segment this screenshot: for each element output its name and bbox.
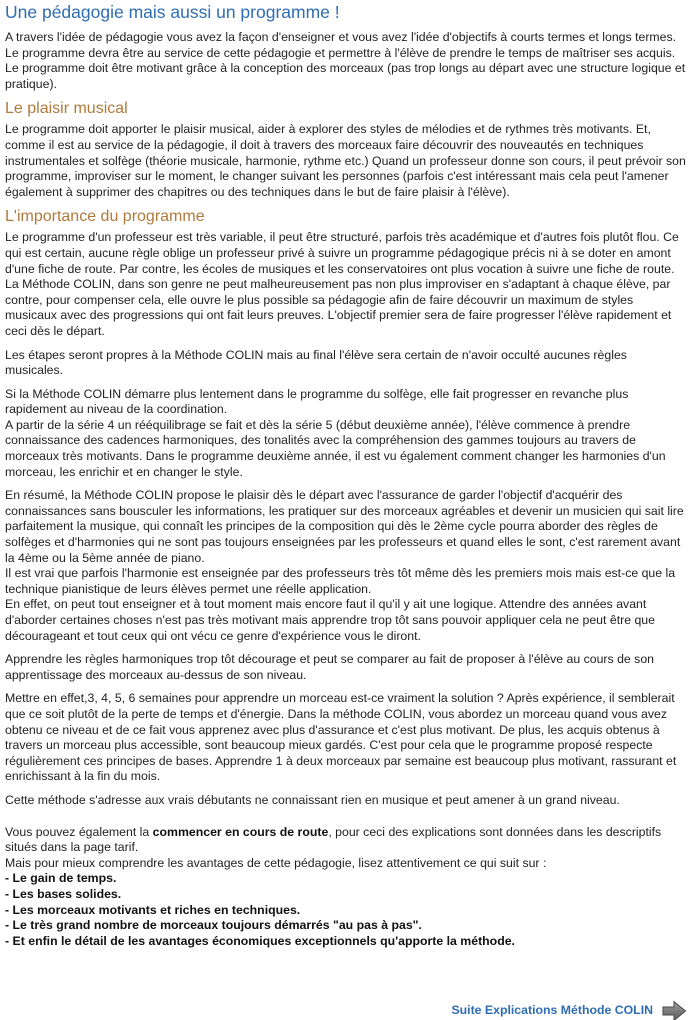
advantages-list: [5, 871, 686, 949]
next-page-link[interactable]: [451, 1000, 687, 1020]
section2-paragraph-1b: La Méthode COLIN, dans son genre ne peut malheureusement pas non plus improviser en s'adaptant à chaque élève, par contre, pour compenser cela, elle ouvre le plus possible sa pédagogie afin de faire découvrir un maximum de styles musicaux avec des progressions qui ont fait leurs preuves. L'objectif premier sera de faire progresser l'élève rapidement et ceci dès le départ.: [5, 277, 672, 338]
section2-paragraph-1a: Le programme d'un professeur est très variable, il peut être structuré, parfois très académique et d'autres fois plutôt flou. Ce qui est certain, aucune règle oblige un professeur privé à suivre un programme pédagogique précis ni à se doter en amont d'une fiche de route. Par contre, les écoles de musiques et les conservatoires ont plus vocation à suivre une fiche de route.: [5, 230, 679, 276]
arrow-right-icon[interactable]: [661, 1000, 687, 1020]
section2-paragraph-7: Cette méthode s'adresse aux vrais débutants ne connaissant rien en musique et peut amener à un grand niveau.: [5, 792, 620, 807]
closing-text-post: , pour ceci des explications sont données dans les descriptifs situés dans la page tarif.: [5, 824, 662, 855]
closing-paragraph-1: [5, 825, 686, 856]
spacer: [5, 809, 686, 825]
section2-paragraph-3a: Si la Méthode COLIN démarre plus lentement dans le programme du solfège, elle fait progresser en revanche plus rapidement au niveau de la coordination.: [5, 386, 629, 417]
spacer: [5, 480, 686, 488]
page-title: Une pédagogie mais aussi un programme !: [5, 2, 340, 22]
spacer: [5, 683, 686, 691]
section1-paragraph: Le programme doit apporter le plaisir musical, aider à explorer des styles de mélodies et de rythmes très motivants. Et, comme il est au service de la pédagogie, il doit à travers des morceaux faire découvrir des nouveautés en techniques instrumentales et solfège (théorie musicale, harmonie, rythme etc.) Quand un professeur donne son cours, il peut prévoir son programme, improviser sur le moment, le changer suivant les personnes (parfois c'est intéressant mais cela peut l'amener également à supprimer des chapitres ou des techniques dans le but de faire plaisir à l'élève).: [5, 122, 686, 199]
closing-text-pre: Vous pouvez également la: [5, 824, 153, 839]
list-item: - Les bases solides.: [5, 886, 122, 901]
intro-paragraph-1: A travers l'idée de pédagogie vous avez la façon d'enseigner et vous avez l'idée d'objectifs à courts termes et longs termes.: [5, 30, 677, 44]
list-item: - Et enfin le détail de les avantages économiques exceptionnels qu'apporte la méthode.: [5, 933, 515, 948]
list-item: - Le gain de temps.: [5, 871, 117, 886]
section2-paragraph-3b: A partir de la série 4 un rééquilibrage se fait et dès la série 5 (début deuxième année), l'élève commence à prendre connaissance des cadences harmoniques, des tonalités avec la compréhension des gammes toujours au travers de morceaux très motivants. Dans le programme deuxième année, il est vu également comment changer les harmonies d'un morceau, les enrichir et en changer le style.: [5, 417, 666, 479]
section2-paragraph-5: Apprendre les règles harmoniques trop tôt décourage et peut se comparer au fait de proposer à l'élève au cours de son apprentissage des morceaux au-dessus de son niveau.: [5, 652, 655, 682]
section2-paragraph-4b: Il est vrai que parfois l'harmonie est enseignée par des professeurs très tôt même dès les premiers mois mais est-ce que la technique pianistique de leurs élèves permet une réelle application.: [5, 566, 676, 596]
closing-paragraph-2: Mais pour mieux comprendre les avantages de cette pédagogie, lisez attentivement ce qui suit sur :: [5, 855, 547, 870]
spacer: [5, 785, 686, 793]
spacer: [5, 340, 686, 348]
section2-paragraph-4c: En effet, on peut tout enseigner et à tout moment mais encore faut il qu'il y ait une logique. Attendre des années avant d'aborder certaines choses n'est pas très motivant mais apprendre trop tôt sans pouvoir appliquer cela ne peut être que décourageant et tout ceux qui ont vécu ce genre d'expérience vous le diront.: [5, 597, 655, 643]
section2-paragraph-6: Mettre en effet,3, 4, 5, 6 semaines pour apprendre un morceau est-ce vraiment la solution ? Après expérience, il semblerait que ce soit plutôt de la perte de temps et d'énergie. Dans la méthode COLIN, vous abordez un morceau quand vous avez obtenu ce niveau et de ce fait vous apprenez avec plus d'assurance et c'est plus motivant. De plus, les acquis obtenus à travers un morceau plus accessible, sont beaucoup mieux gardés. C'est pour cela que le programme proposé respecte régulièrement ces principes de bases. Apprendre 1 à deux morceaux par semaine est beaucoup plus motivant, rassurant et enrichissant à la fin du mois.: [5, 691, 677, 784]
section2-paragraph-2: Les étapes seront propres à la Méthode COLIN mais au final l'élève sera certain de n'avoir occulté aucunes règles musicales.: [5, 347, 627, 378]
intro-paragraph-2: Le programme devra être au service de cette pédagogie et permettre à l'élève de prendre le temps de maîtriser ses acquis. Le programme doit être motivant grâce à la conception des morceaux (pas trop longs au départ avec une structure logique et pratique).: [5, 45, 686, 91]
section-heading-plaisir: Le plaisir musical: [5, 100, 128, 118]
spacer: [5, 644, 686, 652]
next-page-link-label[interactable]: Suite Explications Méthode COLIN: [451, 1003, 653, 1018]
section2-paragraph-4a: En résumé, la Méthode COLIN propose le plaisir dès le départ avec l'assurance de garder l'objectif d'acquérir des connaissances sans bousculer les informations, les pratiquer sur des morceaux agréables et devenir un musicien qui sait lire parfaitement la musique, qui connaît les principes de la composition qui dès le 2ème cycle pourra aborder des règles de solfèges et d'harmonies qui ne sont pas toujours enseignées par les professeurs et quand elles le sont, c'est rarement avant la 4ème ou la 5ème année de piano.: [5, 488, 684, 565]
section-heading-importance: L'importance du programme: [5, 208, 205, 226]
list-item: - Les morceaux motivants et riches en techniques.: [5, 902, 301, 917]
spacer: [5, 379, 686, 387]
list-item: - Le très grand nombre de morceaux toujours démarrés "au pas à pas".: [5, 918, 422, 933]
closing-text-bold: commencer en cours de route: [152, 824, 329, 839]
